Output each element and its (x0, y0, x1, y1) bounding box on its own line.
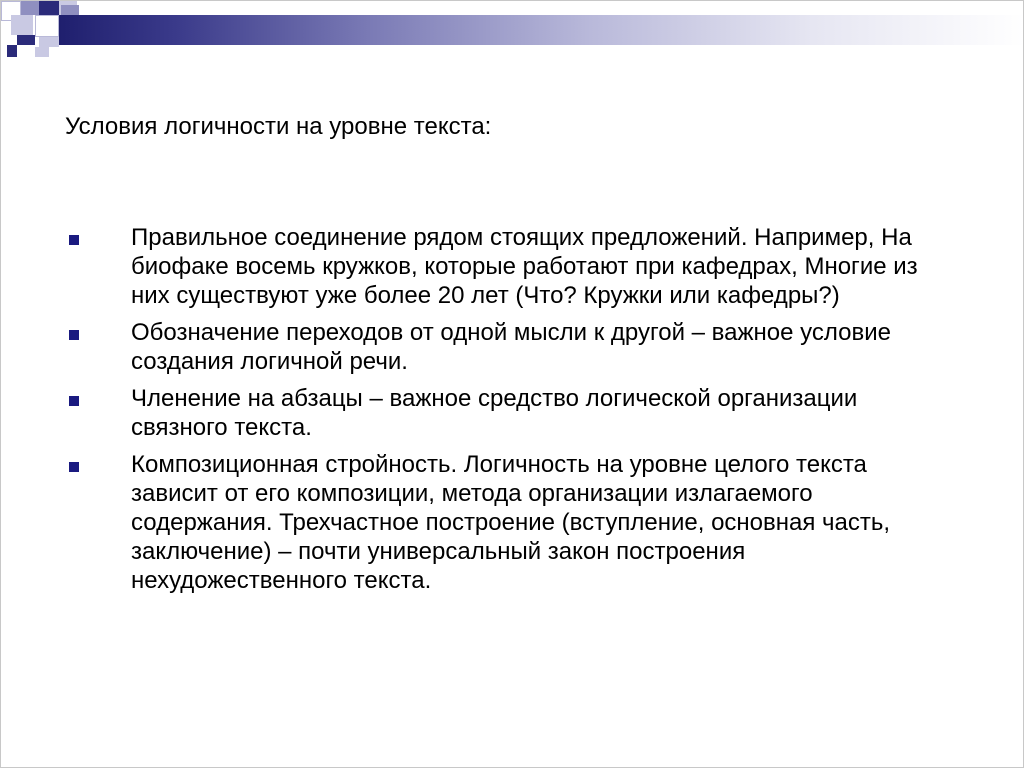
deco-square (11, 15, 33, 35)
deco-square (17, 35, 35, 45)
slide-title: Условия логичности на уровне текста: (65, 113, 492, 140)
list-item (65, 450, 945, 595)
bullet-text: Правильное соединение рядом стоящих предложений. Например, На биофаке восемь кружков, которые работают при кафедрах, Многие из них существуют уже более 20 лет (Что? Кружки или кафедры?) (131, 224, 918, 309)
list-item (65, 223, 945, 310)
bullet-text: Композиционная стройность. Логичность на уровне целого текста зависит от его композиции, метода организации излагаемого содержания. Трехчастное построение (вступление, основная часть, заключение) – почти универсальный закон построения нехудожественного текста. (131, 451, 891, 594)
square-bullet-icon (69, 396, 79, 406)
bullet-list (65, 223, 945, 603)
deco-square (7, 45, 17, 57)
deco-square (35, 47, 49, 57)
deco-square (39, 37, 59, 47)
deco-square (35, 15, 59, 37)
square-bullet-icon (69, 235, 79, 245)
list-item (65, 384, 945, 442)
list-item (65, 318, 945, 376)
deco-square (21, 1, 39, 15)
header-gradient-bar (59, 15, 1024, 45)
bullet-text: Членение на абзацы – важное средство логической организации связного текста. (131, 385, 858, 441)
deco-square (39, 1, 59, 15)
square-bullet-icon (69, 330, 79, 340)
bullet-text: Обозначение переходов от одной мысли к другой – важное условие создания логичной речи. (131, 319, 892, 375)
square-bullet-icon (69, 462, 79, 472)
